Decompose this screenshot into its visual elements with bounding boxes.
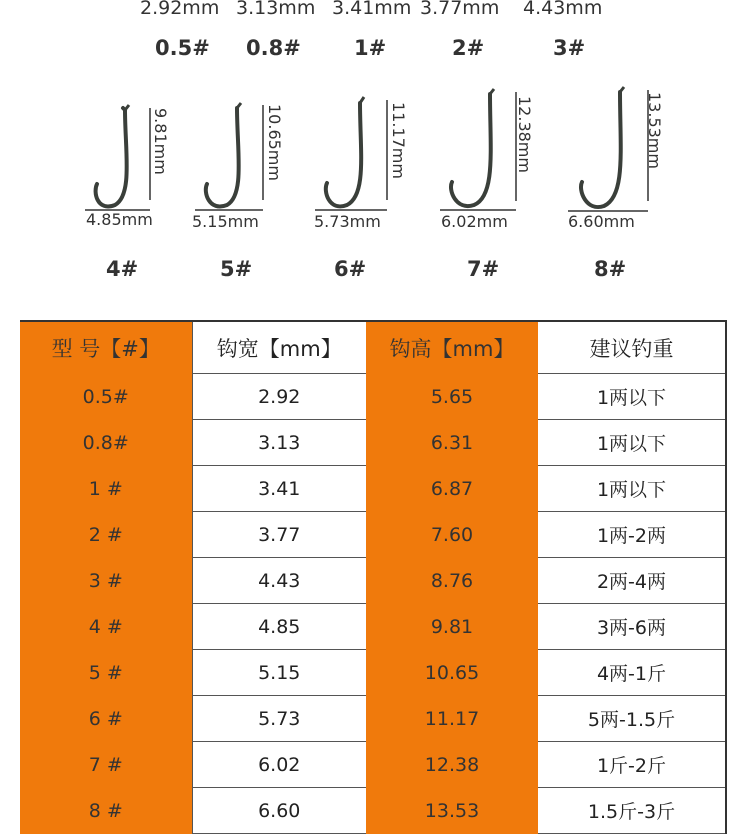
cell-height: 8.76 xyxy=(366,558,538,604)
cell-height: 12.38 xyxy=(366,742,538,788)
cell-weight: 1两-2两 xyxy=(538,512,726,558)
top-width-1: 3.13mm xyxy=(236,0,316,19)
spec-table xyxy=(20,320,727,834)
cell-weight: 4两-1斤 xyxy=(538,650,726,696)
cell-weight: 5两-1.5斤 xyxy=(538,696,726,742)
hook-size-0: 4# xyxy=(106,257,139,281)
cell-height: 10.65 xyxy=(366,650,538,696)
table-row xyxy=(20,466,726,512)
cell-width: 6.60 xyxy=(192,788,366,834)
hook-width-2: 5.73mm xyxy=(314,212,381,231)
cell-width: 5.15 xyxy=(192,650,366,696)
cell-height: 6.87 xyxy=(366,466,538,512)
hook-width-1: 5.15mm xyxy=(192,212,259,231)
cell-height: 13.53 xyxy=(366,788,538,834)
cell-width: 5.73 xyxy=(192,696,366,742)
top-width-3: 3.77mm xyxy=(420,0,500,19)
cell-model: 2 # xyxy=(20,512,192,558)
table-header-row xyxy=(20,321,726,374)
top-size-1: 0.8# xyxy=(246,36,301,60)
hook-width-0: 4.85mm xyxy=(86,210,153,229)
cell-model: 4 # xyxy=(20,604,192,650)
table-row xyxy=(20,420,726,466)
cell-weight: 3两-6两 xyxy=(538,604,726,650)
hook-size-1: 5# xyxy=(220,257,253,281)
table-row xyxy=(20,788,726,834)
top-size-3: 2# xyxy=(452,36,485,60)
top-width-0: 2.92mm xyxy=(140,0,220,19)
header-model: 型 号【#】 xyxy=(20,321,192,374)
header-width: 钩宽【mm】 xyxy=(192,321,366,374)
cell-height: 9.81 xyxy=(366,604,538,650)
hook-height-1: 10.65mm xyxy=(265,104,284,181)
table-row xyxy=(20,742,726,788)
cell-width: 2.92 xyxy=(192,374,366,420)
hook-height-3: 12.38mm xyxy=(515,96,534,173)
table-row xyxy=(20,558,726,604)
hook-size-3: 7# xyxy=(467,257,500,281)
hook-height-4: 13.53mm xyxy=(645,92,664,169)
cell-model: 3 # xyxy=(20,558,192,604)
top-size-4: 3# xyxy=(553,36,586,60)
hook-height-2: 11.17mm xyxy=(389,102,408,179)
cell-weight: 1.5斤-3斤 xyxy=(538,788,726,834)
cell-width: 3.13 xyxy=(192,420,366,466)
cell-weight: 1两以下 xyxy=(538,374,726,420)
cell-width: 6.02 xyxy=(192,742,366,788)
cell-model: 0.5# xyxy=(20,374,192,420)
hook-size-2: 6# xyxy=(334,257,367,281)
cell-width: 3.77 xyxy=(192,512,366,558)
table-row xyxy=(20,374,726,420)
table-row xyxy=(20,604,726,650)
top-size-0: 0.5# xyxy=(155,36,210,60)
table-row xyxy=(20,650,726,696)
table-row xyxy=(20,512,726,558)
top-size-2: 1# xyxy=(354,36,387,60)
cell-model: 6 # xyxy=(20,696,192,742)
hook-height-0: 9.81mm xyxy=(151,108,170,175)
header-weight: 建议钓重 xyxy=(538,321,726,374)
top-width-4: 4.43mm xyxy=(523,0,603,19)
cell-model: 7 # xyxy=(20,742,192,788)
cell-height: 6.31 xyxy=(366,420,538,466)
cell-width: 3.41 xyxy=(192,466,366,512)
hook-size-4: 8# xyxy=(594,257,627,281)
cell-weight: 1两以下 xyxy=(538,466,726,512)
header-height: 钩高【mm】 xyxy=(366,321,538,374)
cell-weight: 1两以下 xyxy=(538,420,726,466)
hook-width-3: 6.02mm xyxy=(441,212,508,231)
cell-height: 5.65 xyxy=(366,374,538,420)
cell-model: 5 # xyxy=(20,650,192,696)
table-row xyxy=(20,696,726,742)
cell-height: 11.17 xyxy=(366,696,538,742)
cell-width: 4.43 xyxy=(192,558,366,604)
top-width-2: 3.41mm xyxy=(332,0,412,19)
cell-model: 0.8# xyxy=(20,420,192,466)
cell-model: 8 # xyxy=(20,788,192,834)
cell-model: 1 # xyxy=(20,466,192,512)
cell-height: 7.60 xyxy=(366,512,538,558)
cell-weight: 2两-4两 xyxy=(538,558,726,604)
cell-weight: 1斤-2斤 xyxy=(538,742,726,788)
cell-width: 4.85 xyxy=(192,604,366,650)
hook-width-4: 6.60mm xyxy=(568,212,635,231)
